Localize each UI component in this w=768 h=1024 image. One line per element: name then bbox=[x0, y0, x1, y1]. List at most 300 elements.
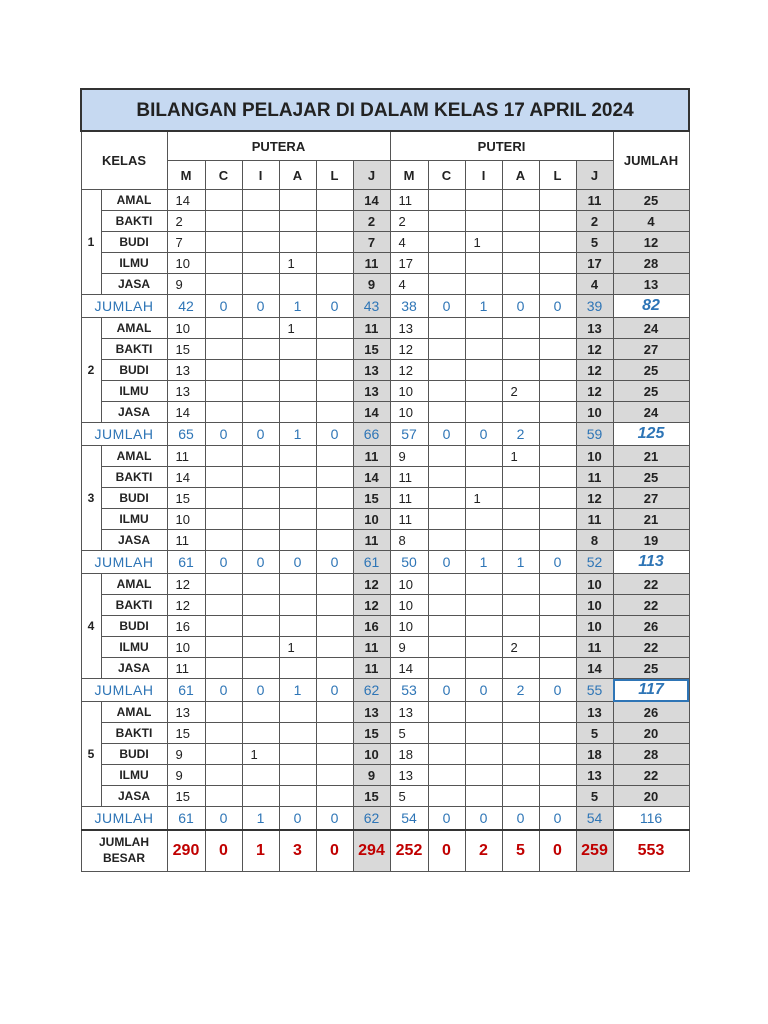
cell-fj[interactable]: 14 bbox=[576, 658, 613, 679]
cell-fm[interactable]: 12 bbox=[390, 339, 428, 360]
cell-pi[interactable] bbox=[242, 381, 279, 402]
summary-pc[interactable]: 0 bbox=[205, 295, 242, 318]
cell-pm[interactable]: 13 bbox=[167, 702, 205, 723]
subheader-putera-c[interactable]: C bbox=[205, 161, 242, 190]
cell-pl[interactable] bbox=[316, 509, 353, 530]
summary-fa[interactable]: 0 bbox=[502, 295, 539, 318]
cell-pm[interactable]: 12 bbox=[167, 595, 205, 616]
class-name[interactable]: BAKTI bbox=[101, 723, 167, 744]
cell-pl[interactable] bbox=[316, 702, 353, 723]
kelas-number[interactable]: 4 bbox=[81, 574, 101, 679]
cell-pl[interactable] bbox=[316, 446, 353, 467]
cell-fa[interactable] bbox=[502, 595, 539, 616]
cell-fl[interactable] bbox=[539, 744, 576, 765]
grand-fm[interactable]: 252 bbox=[390, 830, 428, 872]
cell-fm[interactable]: 4 bbox=[390, 274, 428, 295]
cell-fl[interactable] bbox=[539, 488, 576, 509]
cell-fj[interactable]: 5 bbox=[576, 232, 613, 253]
cell-fa[interactable] bbox=[502, 232, 539, 253]
cell-pj[interactable]: 11 bbox=[353, 530, 390, 551]
cell-pl[interactable] bbox=[316, 318, 353, 339]
cell-pl[interactable] bbox=[316, 530, 353, 551]
cell-pm[interactable]: 10 bbox=[167, 509, 205, 530]
summary-fa[interactable]: 1 bbox=[502, 551, 539, 574]
summary-pl[interactable]: 0 bbox=[316, 551, 353, 574]
header-puteri[interactable]: PUTERI bbox=[390, 131, 613, 161]
cell-fl[interactable] bbox=[539, 402, 576, 423]
class-name[interactable]: AMAL bbox=[101, 702, 167, 723]
summary-fm[interactable]: 53 bbox=[390, 679, 428, 702]
cell-total[interactable]: 13 bbox=[613, 274, 689, 295]
cell-pa[interactable] bbox=[279, 530, 316, 551]
summary-label[interactable]: JUMLAH bbox=[81, 807, 167, 831]
summary-fa[interactable]: 2 bbox=[502, 679, 539, 702]
header-jumlah[interactable]: JUMLAH bbox=[613, 131, 689, 190]
cell-fm[interactable]: 11 bbox=[390, 509, 428, 530]
cell-pm[interactable]: 12 bbox=[167, 574, 205, 595]
cell-fj[interactable]: 10 bbox=[576, 574, 613, 595]
cell-pj[interactable]: 13 bbox=[353, 360, 390, 381]
cell-pi[interactable] bbox=[242, 702, 279, 723]
summary-pa[interactable]: 1 bbox=[279, 295, 316, 318]
cell-fl[interactable] bbox=[539, 211, 576, 232]
cell-fj[interactable]: 5 bbox=[576, 786, 613, 807]
cell-fi[interactable] bbox=[465, 765, 502, 786]
cell-pm[interactable]: 16 bbox=[167, 616, 205, 637]
cell-pa[interactable] bbox=[279, 702, 316, 723]
cell-fl[interactable] bbox=[539, 381, 576, 402]
cell-fa[interactable] bbox=[502, 360, 539, 381]
cell-fj[interactable]: 10 bbox=[576, 595, 613, 616]
cell-fl[interactable] bbox=[539, 765, 576, 786]
class-name[interactable]: JASA bbox=[101, 786, 167, 807]
grand-pa[interactable]: 3 bbox=[279, 830, 316, 872]
cell-pj[interactable]: 14 bbox=[353, 402, 390, 423]
cell-pi[interactable]: 1 bbox=[242, 744, 279, 765]
class-name[interactable]: BUDI bbox=[101, 232, 167, 253]
class-name[interactable]: AMAL bbox=[101, 574, 167, 595]
summary-fl[interactable]: 0 bbox=[539, 807, 576, 831]
cell-pl[interactable] bbox=[316, 467, 353, 488]
cell-fc[interactable] bbox=[428, 530, 465, 551]
summary-label[interactable]: JUMLAH bbox=[81, 679, 167, 702]
cell-pa[interactable] bbox=[279, 190, 316, 211]
class-name[interactable]: AMAL bbox=[101, 318, 167, 339]
cell-fa[interactable] bbox=[502, 274, 539, 295]
cell-pm[interactable]: 9 bbox=[167, 744, 205, 765]
kelas-number[interactable]: 5 bbox=[81, 702, 101, 807]
cell-fa[interactable] bbox=[502, 574, 539, 595]
cell-total[interactable]: 27 bbox=[613, 488, 689, 509]
cell-fa[interactable] bbox=[502, 488, 539, 509]
summary-pi[interactable]: 0 bbox=[242, 551, 279, 574]
summary-fj[interactable]: 39 bbox=[576, 295, 613, 318]
cell-fi[interactable]: 1 bbox=[465, 232, 502, 253]
cell-fl[interactable] bbox=[539, 190, 576, 211]
cell-fm[interactable]: 10 bbox=[390, 595, 428, 616]
grand-fa[interactable]: 5 bbox=[502, 830, 539, 872]
cell-fj[interactable]: 12 bbox=[576, 488, 613, 509]
subheader-putera-a[interactable]: A bbox=[279, 161, 316, 190]
cell-pm[interactable]: 11 bbox=[167, 658, 205, 679]
cell-pc[interactable] bbox=[205, 702, 242, 723]
summary-pm[interactable]: 61 bbox=[167, 679, 205, 702]
cell-pl[interactable] bbox=[316, 381, 353, 402]
cell-pi[interactable] bbox=[242, 595, 279, 616]
cell-pa[interactable] bbox=[279, 765, 316, 786]
cell-pj[interactable]: 7 bbox=[353, 232, 390, 253]
cell-fi[interactable]: 1 bbox=[465, 488, 502, 509]
cell-fc[interactable] bbox=[428, 402, 465, 423]
cell-total[interactable]: 4 bbox=[613, 211, 689, 232]
cell-pi[interactable] bbox=[242, 402, 279, 423]
summary-fl[interactable] bbox=[539, 423, 576, 446]
cell-total[interactable]: 26 bbox=[613, 702, 689, 723]
cell-fc[interactable] bbox=[428, 637, 465, 658]
summary-pc[interactable]: 0 bbox=[205, 679, 242, 702]
summary-pi[interactable]: 0 bbox=[242, 679, 279, 702]
grand-total-label[interactable] bbox=[81, 830, 167, 872]
cell-fi[interactable] bbox=[465, 616, 502, 637]
cell-fl[interactable] bbox=[539, 360, 576, 381]
cell-pi[interactable] bbox=[242, 765, 279, 786]
cell-pl[interactable] bbox=[316, 232, 353, 253]
cell-fc[interactable] bbox=[428, 339, 465, 360]
cell-pi[interactable] bbox=[242, 339, 279, 360]
cell-total[interactable]: 24 bbox=[613, 402, 689, 423]
cell-pc[interactable] bbox=[205, 723, 242, 744]
summary-fm[interactable]: 54 bbox=[390, 807, 428, 831]
summary-pj[interactable]: 66 bbox=[353, 423, 390, 446]
cell-pj[interactable]: 12 bbox=[353, 595, 390, 616]
cell-pj[interactable]: 10 bbox=[353, 744, 390, 765]
class-name[interactable]: ILMU bbox=[101, 253, 167, 274]
sheet-title[interactable]: BILANGAN PELAJAR DI DALAM KELAS 17 APRIL 2024 bbox=[81, 89, 689, 131]
cell-fc[interactable] bbox=[428, 744, 465, 765]
grand-pc[interactable]: 0 bbox=[205, 830, 242, 872]
class-name[interactable]: ILMU bbox=[101, 509, 167, 530]
cell-pa[interactable] bbox=[279, 402, 316, 423]
cell-pl[interactable] bbox=[316, 744, 353, 765]
cell-fl[interactable] bbox=[539, 595, 576, 616]
cell-fl[interactable] bbox=[539, 574, 576, 595]
cell-pj[interactable]: 9 bbox=[353, 765, 390, 786]
cell-fi[interactable] bbox=[465, 744, 502, 765]
cell-fm[interactable]: 17 bbox=[390, 253, 428, 274]
cell-fj[interactable]: 11 bbox=[576, 509, 613, 530]
subheader-putera-m[interactable]: M bbox=[167, 161, 205, 190]
cell-pm[interactable]: 14 bbox=[167, 190, 205, 211]
cell-pi[interactable] bbox=[242, 530, 279, 551]
cell-fi[interactable] bbox=[465, 381, 502, 402]
cell-pc[interactable] bbox=[205, 786, 242, 807]
cell-pc[interactable] bbox=[205, 574, 242, 595]
cell-total[interactable]: 25 bbox=[613, 190, 689, 211]
cell-pi[interactable] bbox=[242, 723, 279, 744]
cell-fc[interactable] bbox=[428, 190, 465, 211]
cell-total[interactable]: 25 bbox=[613, 658, 689, 679]
cell-fa[interactable] bbox=[502, 702, 539, 723]
cell-fc[interactable] bbox=[428, 274, 465, 295]
cell-pl[interactable] bbox=[316, 786, 353, 807]
cell-fj[interactable]: 13 bbox=[576, 702, 613, 723]
class-name[interactable]: BAKTI bbox=[101, 595, 167, 616]
cell-pi[interactable] bbox=[242, 318, 279, 339]
cell-total[interactable]: 22 bbox=[613, 595, 689, 616]
summary-pm[interactable]: 61 bbox=[167, 807, 205, 831]
cell-pc[interactable] bbox=[205, 274, 242, 295]
class-name[interactable]: BUDI bbox=[101, 744, 167, 765]
cell-fm[interactable]: 9 bbox=[390, 446, 428, 467]
summary-total[interactable]: 125 bbox=[613, 423, 689, 446]
cell-fj[interactable]: 10 bbox=[576, 446, 613, 467]
cell-fa[interactable] bbox=[502, 253, 539, 274]
cell-pm[interactable]: 13 bbox=[167, 381, 205, 402]
cell-pm[interactable]: 11 bbox=[167, 446, 205, 467]
cell-pa[interactable] bbox=[279, 274, 316, 295]
cell-fm[interactable]: 12 bbox=[390, 360, 428, 381]
subheader-puteri-l[interactable]: L bbox=[539, 161, 576, 190]
cell-fl[interactable] bbox=[539, 339, 576, 360]
summary-pa[interactable]: 0 bbox=[279, 551, 316, 574]
summary-pm[interactable]: 65 bbox=[167, 423, 205, 446]
summary-fj[interactable]: 55 bbox=[576, 679, 613, 702]
cell-pi[interactable] bbox=[242, 253, 279, 274]
class-name[interactable]: AMAL bbox=[101, 446, 167, 467]
cell-pa[interactable]: 1 bbox=[279, 637, 316, 658]
cell-fc[interactable] bbox=[428, 509, 465, 530]
cell-pj[interactable]: 11 bbox=[353, 253, 390, 274]
cell-pa[interactable] bbox=[279, 339, 316, 360]
cell-pl[interactable] bbox=[316, 574, 353, 595]
cell-fc[interactable] bbox=[428, 488, 465, 509]
cell-fi[interactable] bbox=[465, 446, 502, 467]
cell-fc[interactable] bbox=[428, 232, 465, 253]
cell-pl[interactable] bbox=[316, 274, 353, 295]
class-name[interactable]: BUDI bbox=[101, 360, 167, 381]
cell-pm[interactable]: 9 bbox=[167, 274, 205, 295]
summary-total[interactable]: 116 bbox=[613, 807, 689, 831]
cell-fi[interactable] bbox=[465, 530, 502, 551]
cell-pa[interactable] bbox=[279, 381, 316, 402]
cell-pm[interactable]: 10 bbox=[167, 318, 205, 339]
cell-pc[interactable] bbox=[205, 190, 242, 211]
cell-pi[interactable] bbox=[242, 658, 279, 679]
cell-fm[interactable]: 10 bbox=[390, 574, 428, 595]
cell-pi[interactable] bbox=[242, 232, 279, 253]
cell-fi[interactable] bbox=[465, 318, 502, 339]
cell-pi[interactable] bbox=[242, 509, 279, 530]
cell-fm[interactable]: 9 bbox=[390, 637, 428, 658]
cell-fc[interactable] bbox=[428, 360, 465, 381]
cell-total[interactable]: 25 bbox=[613, 381, 689, 402]
cell-fc[interactable] bbox=[428, 446, 465, 467]
cell-fm[interactable]: 10 bbox=[390, 381, 428, 402]
cell-fi[interactable] bbox=[465, 637, 502, 658]
cell-fi[interactable] bbox=[465, 402, 502, 423]
cell-total[interactable]: 28 bbox=[613, 253, 689, 274]
cell-fl[interactable] bbox=[539, 253, 576, 274]
class-name[interactable]: JASA bbox=[101, 658, 167, 679]
cell-fj[interactable]: 13 bbox=[576, 765, 613, 786]
cell-pj[interactable]: 15 bbox=[353, 723, 390, 744]
cell-pl[interactable] bbox=[316, 616, 353, 637]
summary-pl[interactable]: 0 bbox=[316, 807, 353, 831]
class-name[interactable]: BAKTI bbox=[101, 339, 167, 360]
cell-pj[interactable]: 15 bbox=[353, 488, 390, 509]
summary-fl[interactable]: 0 bbox=[539, 295, 576, 318]
cell-pa[interactable] bbox=[279, 616, 316, 637]
cell-pm[interactable]: 2 bbox=[167, 211, 205, 232]
grand-pj[interactable]: 294 bbox=[353, 830, 390, 872]
cell-fm[interactable]: 8 bbox=[390, 530, 428, 551]
cell-pc[interactable] bbox=[205, 616, 242, 637]
cell-pc[interactable] bbox=[205, 637, 242, 658]
cell-fi[interactable] bbox=[465, 595, 502, 616]
cell-pl[interactable] bbox=[316, 211, 353, 232]
summary-pa[interactable]: 0 bbox=[279, 807, 316, 831]
cell-pm[interactable]: 10 bbox=[167, 637, 205, 658]
summary-fc[interactable]: 0 bbox=[428, 295, 465, 318]
class-name[interactable]: JASA bbox=[101, 402, 167, 423]
summary-label[interactable]: JUMLAH bbox=[81, 295, 167, 318]
cell-pa[interactable] bbox=[279, 509, 316, 530]
cell-fl[interactable] bbox=[539, 658, 576, 679]
cell-fa[interactable] bbox=[502, 509, 539, 530]
summary-total[interactable]: 117 bbox=[613, 679, 689, 702]
cell-pc[interactable] bbox=[205, 744, 242, 765]
cell-fj[interactable]: 10 bbox=[576, 402, 613, 423]
cell-fm[interactable]: 2 bbox=[390, 211, 428, 232]
summary-fj[interactable]: 54 bbox=[576, 807, 613, 831]
cell-pm[interactable]: 14 bbox=[167, 402, 205, 423]
cell-pi[interactable] bbox=[242, 274, 279, 295]
summary-label[interactable]: JUMLAH bbox=[81, 551, 167, 574]
cell-pm[interactable]: 13 bbox=[167, 360, 205, 381]
cell-pc[interactable] bbox=[205, 509, 242, 530]
cell-pa[interactable] bbox=[279, 446, 316, 467]
cell-fm[interactable]: 13 bbox=[390, 318, 428, 339]
cell-fa[interactable]: 1 bbox=[502, 446, 539, 467]
cell-fi[interactable] bbox=[465, 274, 502, 295]
kelas-number[interactable]: 1 bbox=[81, 190, 101, 295]
cell-fc[interactable] bbox=[428, 658, 465, 679]
summary-total[interactable]: 82 bbox=[613, 295, 689, 318]
cell-pc[interactable] bbox=[205, 658, 242, 679]
cell-pc[interactable] bbox=[205, 318, 242, 339]
cell-fi[interactable] bbox=[465, 574, 502, 595]
cell-pj[interactable]: 15 bbox=[353, 786, 390, 807]
grand-fi[interactable]: 2 bbox=[465, 830, 502, 872]
cell-fi[interactable] bbox=[465, 702, 502, 723]
cell-pl[interactable] bbox=[316, 190, 353, 211]
cell-fi[interactable] bbox=[465, 339, 502, 360]
cell-fa[interactable] bbox=[502, 616, 539, 637]
cell-fm[interactable]: 11 bbox=[390, 190, 428, 211]
cell-pj[interactable]: 13 bbox=[353, 381, 390, 402]
cell-pa[interactable] bbox=[279, 360, 316, 381]
cell-fj[interactable]: 12 bbox=[576, 360, 613, 381]
cell-pl[interactable] bbox=[316, 595, 353, 616]
summary-fl[interactable]: 0 bbox=[539, 679, 576, 702]
summary-pa[interactable]: 1 bbox=[279, 679, 316, 702]
cell-pm[interactable]: 9 bbox=[167, 765, 205, 786]
cell-pa[interactable] bbox=[279, 595, 316, 616]
cell-fm[interactable]: 13 bbox=[390, 702, 428, 723]
cell-pi[interactable] bbox=[242, 574, 279, 595]
summary-fi[interactable]: 0 bbox=[465, 807, 502, 831]
cell-pa[interactable] bbox=[279, 232, 316, 253]
summary-pi[interactable]: 1 bbox=[242, 807, 279, 831]
kelas-number[interactable]: 3 bbox=[81, 446, 101, 551]
cell-pc[interactable] bbox=[205, 765, 242, 786]
cell-total[interactable]: 12 bbox=[613, 232, 689, 253]
cell-pc[interactable] bbox=[205, 253, 242, 274]
cell-pm[interactable]: 15 bbox=[167, 786, 205, 807]
cell-pj[interactable]: 10 bbox=[353, 509, 390, 530]
cell-fa[interactable] bbox=[502, 318, 539, 339]
cell-fm[interactable]: 11 bbox=[390, 488, 428, 509]
cell-total[interactable]: 19 bbox=[613, 530, 689, 551]
class-name[interactable]: BAKTI bbox=[101, 211, 167, 232]
cell-pl[interactable] bbox=[316, 488, 353, 509]
cell-fi[interactable] bbox=[465, 253, 502, 274]
cell-fj[interactable]: 8 bbox=[576, 530, 613, 551]
cell-fa[interactable] bbox=[502, 402, 539, 423]
cell-pa[interactable]: 1 bbox=[279, 253, 316, 274]
cell-fa[interactable] bbox=[502, 190, 539, 211]
cell-pm[interactable]: 11 bbox=[167, 530, 205, 551]
grand-fc[interactable]: 0 bbox=[428, 830, 465, 872]
subheader-puteri-i[interactable]: I bbox=[465, 161, 502, 190]
cell-fc[interactable] bbox=[428, 381, 465, 402]
cell-pj[interactable]: 16 bbox=[353, 616, 390, 637]
summary-pj[interactable]: 61 bbox=[353, 551, 390, 574]
cell-pi[interactable] bbox=[242, 190, 279, 211]
cell-pc[interactable] bbox=[205, 446, 242, 467]
summary-label[interactable]: JUMLAH bbox=[81, 423, 167, 446]
cell-pc[interactable] bbox=[205, 211, 242, 232]
cell-fm[interactable]: 5 bbox=[390, 786, 428, 807]
summary-pl[interactable]: 0 bbox=[316, 295, 353, 318]
cell-fm[interactable]: 13 bbox=[390, 765, 428, 786]
cell-pc[interactable] bbox=[205, 360, 242, 381]
cell-fj[interactable]: 2 bbox=[576, 211, 613, 232]
summary-fi[interactable]: 0 bbox=[465, 679, 502, 702]
cell-pi[interactable] bbox=[242, 616, 279, 637]
cell-pj[interactable]: 11 bbox=[353, 658, 390, 679]
cell-pl[interactable] bbox=[316, 253, 353, 274]
cell-fm[interactable]: 4 bbox=[390, 232, 428, 253]
cell-fj[interactable]: 17 bbox=[576, 253, 613, 274]
cell-fc[interactable] bbox=[428, 616, 465, 637]
summary-fi[interactable]: 1 bbox=[465, 295, 502, 318]
cell-fi[interactable] bbox=[465, 658, 502, 679]
class-name[interactable]: AMAL bbox=[101, 190, 167, 211]
cell-pj[interactable]: 14 bbox=[353, 467, 390, 488]
cell-fa[interactable] bbox=[502, 467, 539, 488]
cell-pc[interactable] bbox=[205, 595, 242, 616]
cell-pc[interactable] bbox=[205, 488, 242, 509]
cell-pj[interactable]: 11 bbox=[353, 318, 390, 339]
cell-pi[interactable] bbox=[242, 211, 279, 232]
cell-pa[interactable] bbox=[279, 211, 316, 232]
cell-fc[interactable] bbox=[428, 723, 465, 744]
cell-fi[interactable] bbox=[465, 211, 502, 232]
cell-fc[interactable] bbox=[428, 467, 465, 488]
cell-fa[interactable]: 2 bbox=[502, 381, 539, 402]
class-name[interactable]: ILMU bbox=[101, 637, 167, 658]
